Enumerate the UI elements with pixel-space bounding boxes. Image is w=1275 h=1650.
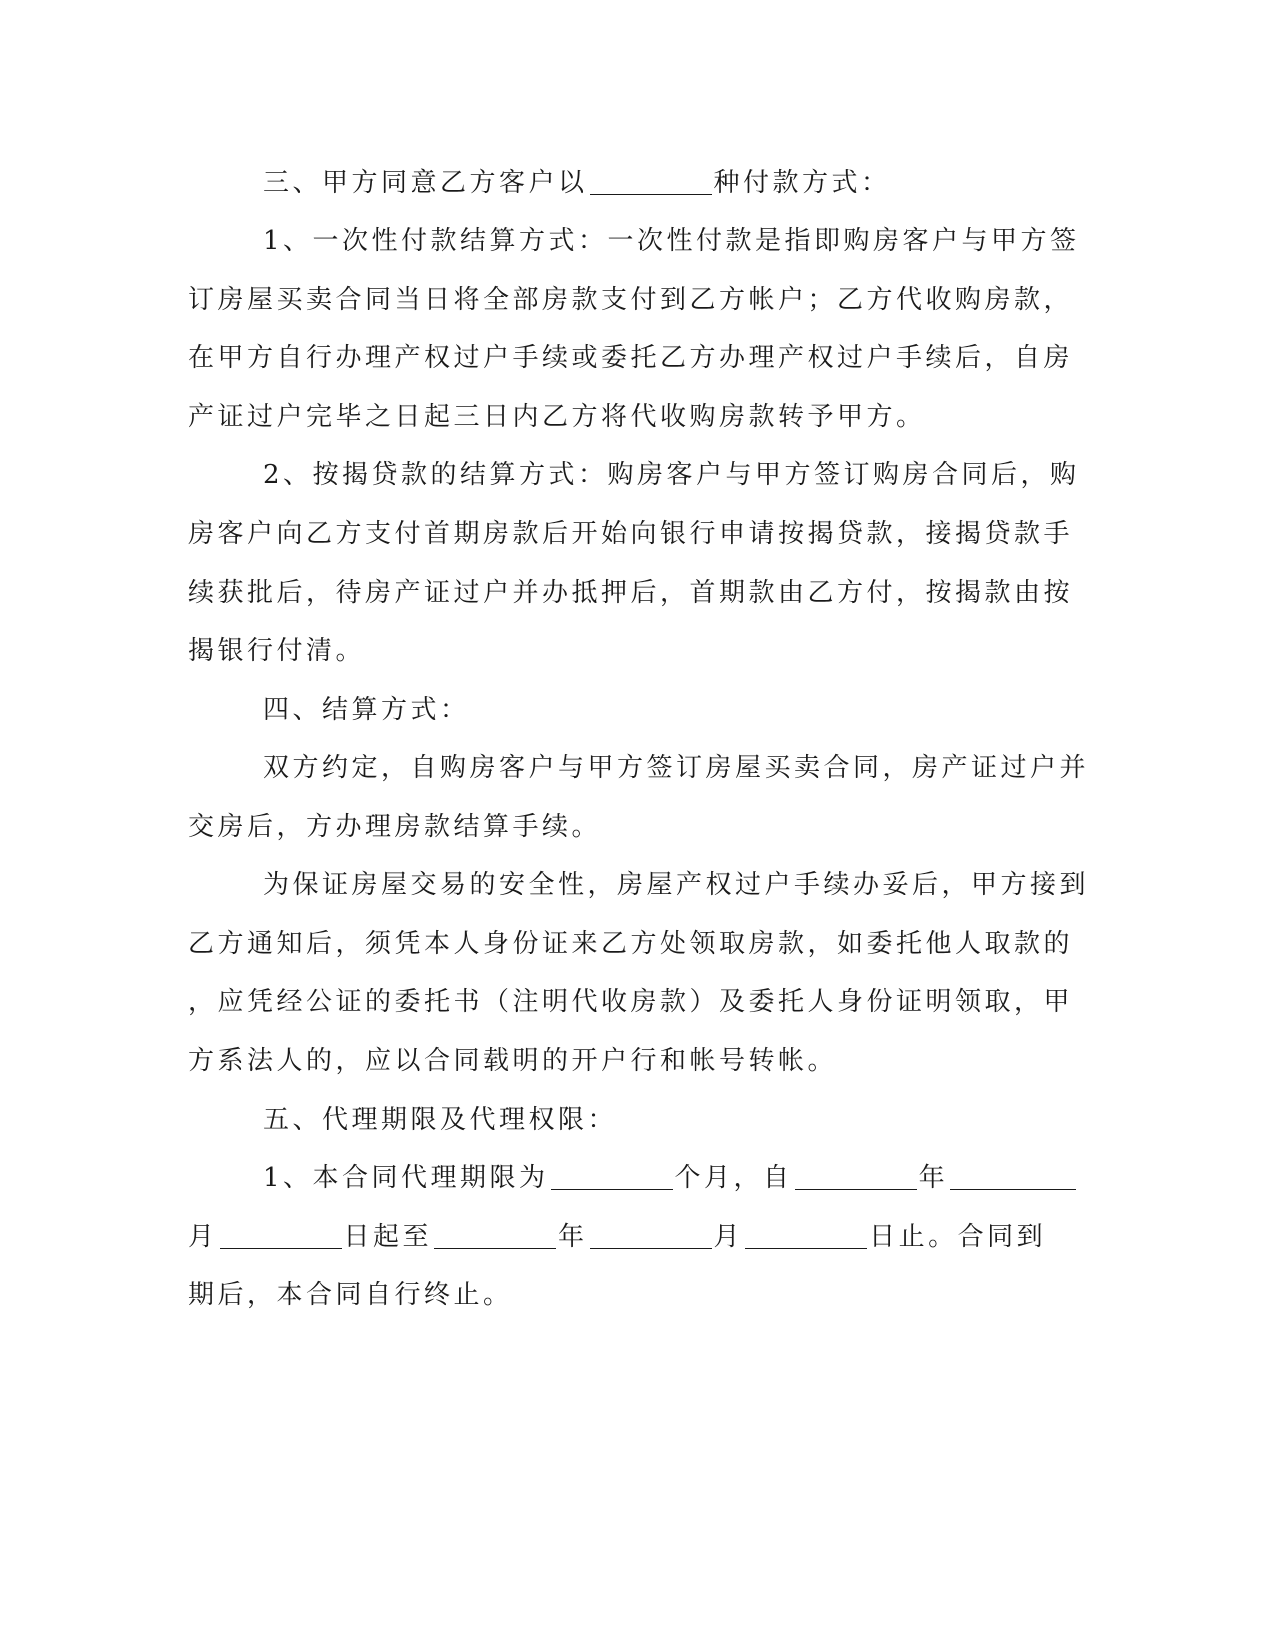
- paragraph-line: 揭银行付清。: [188, 636, 366, 666]
- paragraph-line: 2、按揭贷款的结算方式：购房客户与甲方签订购房合同后，购: [263, 460, 1080, 490]
- paragraph-line: 为保证房屋交易的安全性，房屋产权过户手续办妥后，甲方接到: [263, 870, 1090, 900]
- paragraph-line: 房客户向乙方支付首期房款后开始向银行申请按揭贷款，接揭贷款手: [188, 519, 1074, 549]
- paragraph-line: 续获批后，待房产证过户并办抵押后，首期款由乙方付，按揭款由按: [188, 578, 1074, 608]
- text-segment: 1、本合同代理期限为: [263, 1163, 549, 1193]
- term-line-1: [263, 1161, 1078, 1195]
- paragraph-line: 订房屋买卖合同当日将全部房款支付到乙方帐户；乙方代收购房款，: [188, 285, 1074, 315]
- text-segment: 月: [188, 1222, 218, 1252]
- paragraph-line: 交房后，方办理房款结算手续。: [188, 812, 602, 842]
- fill-in-blank: [795, 1163, 917, 1190]
- term-line-2: [188, 1220, 1046, 1254]
- paragraph-line: 双方约定，自购房客户与甲方签订房屋买卖合同，房产证过户并: [263, 753, 1090, 783]
- paragraph-line: 1、一次性付款结算方式：一次性付款是指即购房客户与甲方签: [263, 226, 1080, 256]
- fill-in-blank: [551, 1163, 673, 1190]
- fill-in-blank: [590, 1222, 712, 1249]
- paragraph-line: 方系法人的，应以合同载明的开户行和帐号转帐。: [188, 1046, 838, 1076]
- fill-in-blank: [745, 1222, 867, 1249]
- text-segment: 月: [713, 1222, 744, 1252]
- fill-in-blank: [590, 168, 712, 195]
- clause-3-heading: [263, 166, 891, 200]
- text-segment: 年: [558, 1222, 588, 1252]
- text-segment: 个月，自: [674, 1163, 793, 1193]
- paragraph-line: ，应凭经公证的委托书（注明代收房款）及委托人身份证明领取，甲: [188, 987, 1074, 1017]
- text-segment: 三、甲方同意乙方客户以: [263, 168, 588, 198]
- fill-in-blank: [220, 1222, 342, 1249]
- text-segment: 种付款方式：: [713, 168, 891, 198]
- text-segment: 日止。合同到: [869, 1222, 1047, 1252]
- text-segment: 日起至: [343, 1222, 433, 1252]
- paragraph-line: 期后，本合同自行终止。: [188, 1280, 513, 1310]
- clause-4-heading: 四、结算方式：: [263, 695, 470, 725]
- paragraph-line: 乙方通知后，须凭本人身份证来乙方处领取房款，如委托他人取款的: [188, 929, 1074, 959]
- text-segment: 年: [918, 1163, 949, 1193]
- fill-in-blank: [434, 1222, 556, 1249]
- clause-5-heading: 五、代理期限及代理权限：: [263, 1105, 618, 1135]
- paragraph-line: 在甲方自行办理产权过户手续或委托乙方办理产权过户手续后，自房: [188, 343, 1074, 373]
- fill-in-blank: [950, 1163, 1076, 1190]
- paragraph-line: 产证过户完毕之日起三日内乙方将代收购房款转予甲方。: [188, 402, 926, 432]
